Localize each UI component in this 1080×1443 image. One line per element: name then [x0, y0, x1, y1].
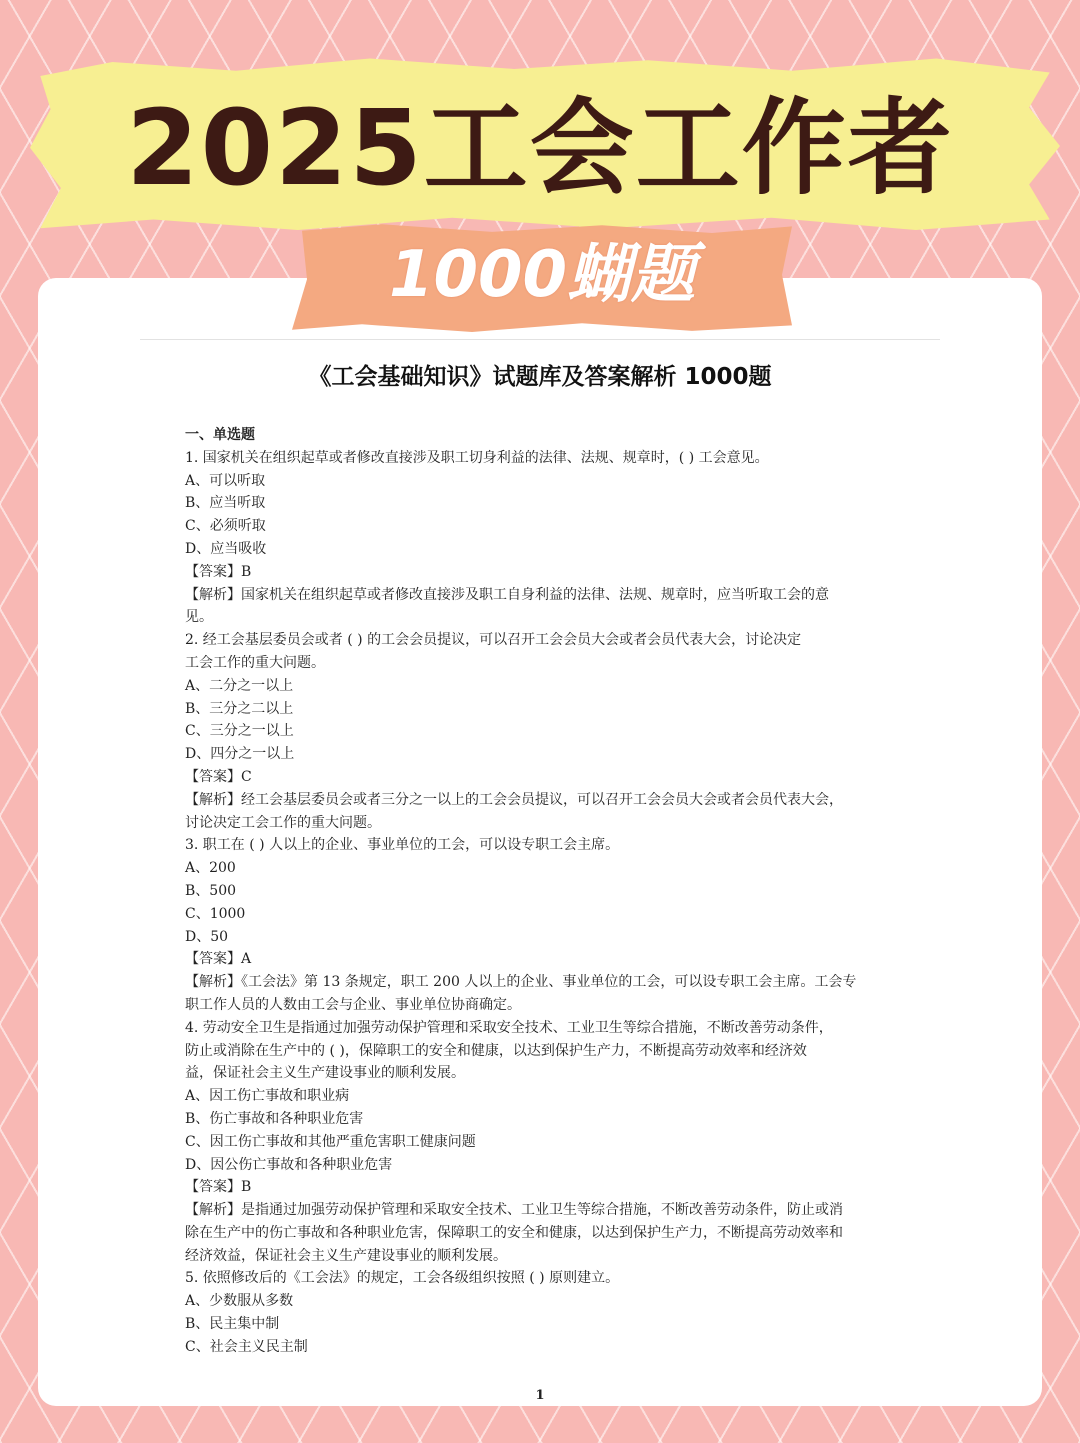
q1-explanation-line: 【解析】国家机关在组织起草或者修改直接涉及职工自身利益的法律、法规、规章时，应当听取工会的意: [185, 586, 829, 603]
q1-option-b: B、应当听取: [185, 495, 266, 512]
q4-explanation-line: 经济效益，保证社会主义生产建设事业的顺利发展。: [185, 1247, 507, 1264]
q4-option-a: A、因工伤亡事故和职业病: [185, 1088, 350, 1105]
q4-stem-line: 4. 劳动安全卫生是指通过加强劳动保护管理和采取安全技术、工业卫生等综合措施，不断改善劳动条件，: [185, 1019, 833, 1036]
q4-option-d: D、因公伤亡事故和各种职业危害: [185, 1156, 393, 1173]
q4-option-b: B、伤亡事故和各种职业危害: [185, 1110, 364, 1127]
document-body: [185, 424, 910, 1359]
q2-option-a: A、二分之一以上: [185, 677, 294, 694]
document-title: 《工会基础知识》试题库及答案解析 1000题: [308, 364, 772, 390]
q3-option-a: A、200: [185, 860, 236, 877]
q4-stem-line: 益，保证社会主义生产建设事业的顺利发展。: [185, 1065, 465, 1082]
q2-stem-line: 2. 经工会基层委员会或者 ( ) 的工会会员提议，可以召开工会会员大会或者会员代表大会，讨论决定: [185, 632, 802, 649]
q4-option-c: C、因工伤亡事故和其他严重危害职工健康问题: [185, 1133, 476, 1150]
q4-stem-line: 防止或消除在生产中的 ( )，保障职工的安全和健康，以达到保护生产力，不断提高劳动效率和经济效: [185, 1042, 807, 1059]
q5-stem: 5. 依照修改后的《工会法》的规定，工会各级组织按照 ( ) 原则建立。: [185, 1270, 620, 1287]
q1-explanation-line: 见。: [185, 609, 213, 626]
q3-stem: 3. 职工在 ( ) 人以上的企业、事业单位的工会，可以设专职工会主席。: [185, 837, 620, 854]
poster-title: 2025工会工作者: [126, 87, 954, 209]
q2-stem-line: 工会工作的重大问题。: [185, 654, 325, 671]
q4-answer: 【答案】B: [185, 1179, 252, 1196]
page-number: 1: [535, 1388, 545, 1403]
q3-option-c: C、1000: [185, 905, 246, 922]
q1-stem: 1. 国家机关在组织起草或者修改直接涉及职工切身利益的法律、法规、规章时，( ) 工会意见。: [185, 449, 769, 466]
q2-explanation-line: 【解析】经工会基层委员会或者三分之一以上的工会会员提议，可以召开工会会员大会或者会员代表大会，: [185, 791, 843, 808]
q3-explanation-line: 【解析】《工会法》第 13 条规定，职工 200 人以上的企业、事业单位的工会，可以设专职工会主席。工会专: [185, 974, 857, 991]
q2-explanation-line: 讨论决定工会工作的重大问题。: [185, 814, 381, 831]
header-divider: [140, 339, 940, 340]
q3-answer: 【答案】A: [185, 951, 252, 968]
q1-option-c: C、必须听取: [185, 518, 266, 535]
q1-option-a: A、可以听取: [185, 472, 266, 489]
q5-option-b: B、民主集中制: [185, 1316, 280, 1333]
q1-option-d: D、应当吸收: [185, 540, 267, 557]
q2-option-c: C、三分之一以上: [185, 723, 294, 740]
q2-answer: 【答案】C: [185, 768, 252, 785]
q4-explanation-line: 【解析】是指通过加强劳动保护管理和采取安全技术、工业卫生等综合措施，不断改善劳动条件，防止或消: [185, 1202, 843, 1219]
poster-subtitle: 1000蝴题: [388, 238, 696, 312]
q1-answer: 【答案】B: [185, 563, 252, 580]
q2-option-d: D、四分之一以上: [185, 746, 295, 763]
section-heading: 一、单选题: [185, 427, 255, 443]
q3-option-d: D、50: [185, 928, 229, 945]
q5-option-c: C、社会主义民主制: [185, 1338, 308, 1355]
q3-option-b: B、500: [185, 882, 237, 899]
q4-explanation-line: 除在生产中的伤亡事故和各种职业危害，保障职工的安全和健康，以达到保护生产力，不断提高劳动效率和: [185, 1224, 843, 1241]
q2-option-b: B、三分之二以上: [185, 700, 294, 717]
q5-option-a: A、少数服从多数: [185, 1293, 294, 1310]
q3-explanation-line: 职工作人员的人数由工会与企业、事业单位协商确定。: [185, 996, 521, 1013]
